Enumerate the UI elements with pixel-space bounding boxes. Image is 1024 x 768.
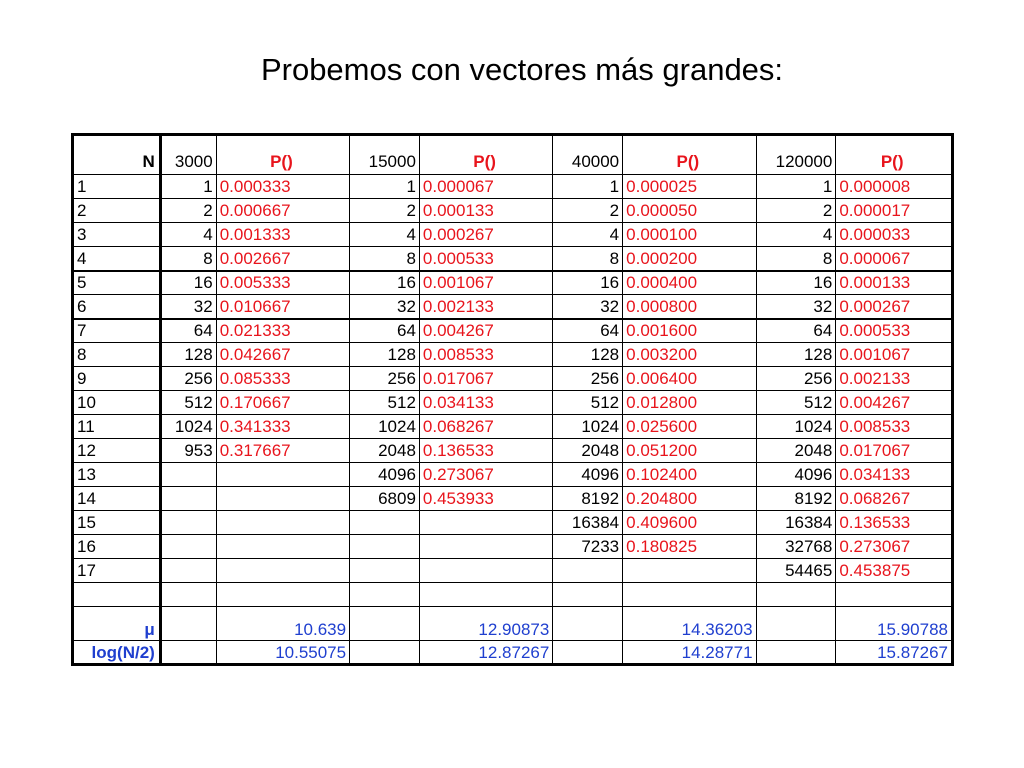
count-cell: 1 bbox=[553, 175, 623, 199]
count-cell: 8 bbox=[553, 247, 623, 271]
probability-cell: 0.000067 bbox=[419, 175, 552, 199]
probability-cell: 0.017067 bbox=[836, 439, 953, 463]
probability-cell: 0.000033 bbox=[836, 223, 953, 247]
count-cell: 16 bbox=[350, 271, 420, 295]
probability-cell: 0.002667 bbox=[216, 247, 349, 271]
count-cell bbox=[160, 487, 216, 511]
probability-cell: 0.000008 bbox=[836, 175, 953, 199]
count-cell: 128 bbox=[350, 343, 420, 367]
count-cell: 1024 bbox=[756, 415, 836, 439]
count-cell: 1024 bbox=[350, 415, 420, 439]
probability-cell bbox=[623, 583, 756, 607]
count-cell: 4 bbox=[160, 223, 216, 247]
table-row bbox=[73, 535, 953, 559]
row-index-cell: 15 bbox=[73, 511, 161, 535]
count-cell bbox=[160, 463, 216, 487]
probability-cell: 0.002133 bbox=[836, 367, 953, 391]
table-row bbox=[73, 295, 953, 319]
row-index-cell: 9 bbox=[73, 367, 161, 391]
count-cell: 4 bbox=[350, 223, 420, 247]
table-row bbox=[73, 511, 953, 535]
count-cell: 32 bbox=[160, 295, 216, 319]
count-cell: 16 bbox=[553, 271, 623, 295]
count-cell: 16 bbox=[160, 271, 216, 295]
empty-cell bbox=[553, 607, 623, 641]
count-cell: 256 bbox=[756, 367, 836, 391]
empty-cell bbox=[553, 641, 623, 665]
probability-cell bbox=[216, 511, 349, 535]
log-value-cell: 10.55075 bbox=[216, 641, 349, 665]
count-cell: 4096 bbox=[756, 463, 836, 487]
probability-cell: 0.034133 bbox=[419, 391, 552, 415]
probability-cell: 0.021333 bbox=[216, 319, 349, 343]
count-cell: 32768 bbox=[756, 535, 836, 559]
probability-cell bbox=[836, 583, 953, 607]
header-size-cell: 120000 bbox=[756, 135, 836, 175]
row-index-cell: 5 bbox=[73, 271, 161, 295]
probability-cell: 0.012800 bbox=[623, 391, 756, 415]
table-row bbox=[73, 199, 953, 223]
count-cell: 8192 bbox=[553, 487, 623, 511]
row-index-cell: 8 bbox=[73, 343, 161, 367]
row-index-cell: 10 bbox=[73, 391, 161, 415]
count-cell bbox=[160, 535, 216, 559]
count-cell bbox=[350, 583, 420, 607]
count-cell: 8 bbox=[756, 247, 836, 271]
probability-cell: 0.000025 bbox=[623, 175, 756, 199]
row-index-cell: 17 bbox=[73, 559, 161, 583]
probability-cell: 0.001333 bbox=[216, 223, 349, 247]
probability-cell: 0.000017 bbox=[836, 199, 953, 223]
probability-cell: 0.341333 bbox=[216, 415, 349, 439]
count-cell: 256 bbox=[160, 367, 216, 391]
probability-cell: 0.000267 bbox=[419, 223, 552, 247]
probability-cell: 0.034133 bbox=[836, 463, 953, 487]
table-row bbox=[73, 175, 953, 199]
count-cell: 128 bbox=[756, 343, 836, 367]
count-cell: 8 bbox=[160, 247, 216, 271]
probability-cell: 0.136533 bbox=[419, 439, 552, 463]
count-cell: 2 bbox=[350, 199, 420, 223]
probability-cell: 0.000667 bbox=[216, 199, 349, 223]
log-value-cell: 12.87267 bbox=[419, 641, 552, 665]
mu-value-cell: 10.639 bbox=[216, 607, 349, 641]
probability-cell: 0.025600 bbox=[623, 415, 756, 439]
probability-cell bbox=[419, 511, 552, 535]
count-cell: 7233 bbox=[553, 535, 623, 559]
probability-cell: 0.273067 bbox=[836, 535, 953, 559]
row-index-cell: 3 bbox=[73, 223, 161, 247]
table-row bbox=[73, 223, 953, 247]
count-cell: 8 bbox=[350, 247, 420, 271]
probability-cell: 0.000333 bbox=[216, 175, 349, 199]
table-row bbox=[73, 319, 953, 343]
empty-cell bbox=[350, 641, 420, 665]
probability-cell: 0.102400 bbox=[623, 463, 756, 487]
row-index-cell: 2 bbox=[73, 199, 161, 223]
count-cell bbox=[160, 559, 216, 583]
probability-cell bbox=[216, 487, 349, 511]
count-cell: 64 bbox=[160, 319, 216, 343]
empty-cell bbox=[756, 641, 836, 665]
count-cell: 4096 bbox=[553, 463, 623, 487]
count-cell: 512 bbox=[553, 391, 623, 415]
header-size-cell: 3000 bbox=[160, 135, 216, 175]
probability-cell bbox=[623, 559, 756, 583]
count-cell: 2048 bbox=[756, 439, 836, 463]
probability-cell bbox=[216, 583, 349, 607]
row-index-cell: 1 bbox=[73, 175, 161, 199]
count-cell bbox=[160, 583, 216, 607]
count-cell: 64 bbox=[350, 319, 420, 343]
count-cell bbox=[553, 583, 623, 607]
probability-cell bbox=[216, 559, 349, 583]
probability-cell: 0.000200 bbox=[623, 247, 756, 271]
probability-cell: 0.001600 bbox=[623, 319, 756, 343]
probability-cell: 0.003200 bbox=[623, 343, 756, 367]
table-row bbox=[73, 367, 953, 391]
count-cell bbox=[756, 583, 836, 607]
count-cell: 128 bbox=[553, 343, 623, 367]
count-cell: 54465 bbox=[756, 559, 836, 583]
probability-cell: 0.001067 bbox=[836, 343, 953, 367]
probability-cell: 0.000533 bbox=[836, 319, 953, 343]
count-cell: 32 bbox=[350, 295, 420, 319]
probability-cell: 0.170667 bbox=[216, 391, 349, 415]
log-label-cell: log(N/2) bbox=[73, 641, 161, 665]
table-row bbox=[73, 559, 953, 583]
probability-cell: 0.000400 bbox=[623, 271, 756, 295]
count-cell: 512 bbox=[756, 391, 836, 415]
probability-cell: 0.008533 bbox=[836, 415, 953, 439]
mu-value-cell: 12.90873 bbox=[419, 607, 552, 641]
mu-row bbox=[73, 607, 953, 641]
row-index-cell: 6 bbox=[73, 295, 161, 319]
count-cell: 16 bbox=[756, 271, 836, 295]
probability-cell: 0.000800 bbox=[623, 295, 756, 319]
count-cell: 512 bbox=[350, 391, 420, 415]
count-cell: 1024 bbox=[553, 415, 623, 439]
probability-cell: 0.004267 bbox=[836, 391, 953, 415]
table-row bbox=[73, 343, 953, 367]
table-row bbox=[73, 247, 953, 271]
probability-cell bbox=[419, 559, 552, 583]
probability-cell: 0.180825 bbox=[623, 535, 756, 559]
count-cell bbox=[160, 511, 216, 535]
row-index-cell: 4 bbox=[73, 247, 161, 271]
row-index-cell: 12 bbox=[73, 439, 161, 463]
empty-cell bbox=[160, 641, 216, 665]
probability-cell: 0.068267 bbox=[419, 415, 552, 439]
count-cell bbox=[350, 511, 420, 535]
probability-cell: 0.051200 bbox=[623, 439, 756, 463]
count-cell bbox=[350, 535, 420, 559]
probability-cell: 0.085333 bbox=[216, 367, 349, 391]
row-index-cell: 16 bbox=[73, 535, 161, 559]
probability-cell: 0.005333 bbox=[216, 271, 349, 295]
count-cell: 2 bbox=[160, 199, 216, 223]
probability-cell: 0.453933 bbox=[419, 487, 552, 511]
probability-cell bbox=[419, 583, 552, 607]
empty-cell bbox=[350, 607, 420, 641]
table-row bbox=[73, 487, 953, 511]
header-size-cell: 40000 bbox=[553, 135, 623, 175]
header-index-cell: N bbox=[73, 135, 161, 175]
probability-cell bbox=[419, 535, 552, 559]
count-cell bbox=[553, 559, 623, 583]
count-cell: 2048 bbox=[553, 439, 623, 463]
probability-cell: 0.004267 bbox=[419, 319, 552, 343]
probability-cell: 0.001067 bbox=[419, 271, 552, 295]
probability-cell: 0.453875 bbox=[836, 559, 953, 583]
probability-cell: 0.000267 bbox=[836, 295, 953, 319]
probability-cell: 0.000133 bbox=[419, 199, 552, 223]
row-index-cell: 13 bbox=[73, 463, 161, 487]
probability-cell bbox=[216, 463, 349, 487]
probability-cell: 0.042667 bbox=[216, 343, 349, 367]
log-value-cell: 14.28771 bbox=[623, 641, 756, 665]
probability-cell: 0.000050 bbox=[623, 199, 756, 223]
count-cell: 64 bbox=[756, 319, 836, 343]
header-prob-cell: P() bbox=[623, 135, 756, 175]
count-cell: 16384 bbox=[756, 511, 836, 535]
probability-table bbox=[71, 133, 954, 666]
probability-cell: 0.204800 bbox=[623, 487, 756, 511]
count-cell: 1 bbox=[756, 175, 836, 199]
slide-title: Probemos con vectores más grandes: bbox=[260, 52, 784, 87]
probability-cell: 0.136533 bbox=[836, 511, 953, 535]
table-row bbox=[73, 439, 953, 463]
count-cell: 256 bbox=[350, 367, 420, 391]
row-index-cell bbox=[73, 583, 161, 607]
probability-cell: 0.000067 bbox=[836, 247, 953, 271]
table-row bbox=[73, 391, 953, 415]
mu-value-cell: 14.36203 bbox=[623, 607, 756, 641]
mu-label-cell: μ bbox=[73, 607, 161, 641]
table-row bbox=[73, 463, 953, 487]
empty-cell bbox=[756, 607, 836, 641]
row-index-cell: 11 bbox=[73, 415, 161, 439]
log-value-cell: 15.87267 bbox=[836, 641, 953, 665]
count-cell bbox=[350, 559, 420, 583]
count-cell: 6809 bbox=[350, 487, 420, 511]
probability-cell: 0.002133 bbox=[419, 295, 552, 319]
count-cell: 32 bbox=[553, 295, 623, 319]
count-cell: 16384 bbox=[553, 511, 623, 535]
probability-cell: 0.010667 bbox=[216, 295, 349, 319]
log-row bbox=[73, 641, 953, 665]
header-row bbox=[73, 135, 953, 175]
count-cell: 4 bbox=[553, 223, 623, 247]
count-cell: 2 bbox=[553, 199, 623, 223]
probability-cell: 0.068267 bbox=[836, 487, 953, 511]
probability-cell: 0.006400 bbox=[623, 367, 756, 391]
count-cell: 2 bbox=[756, 199, 836, 223]
probability-cell: 0.409600 bbox=[623, 511, 756, 535]
count-cell: 4 bbox=[756, 223, 836, 247]
header-size-cell: 15000 bbox=[350, 135, 420, 175]
probability-cell: 0.273067 bbox=[419, 463, 552, 487]
table-row bbox=[73, 583, 953, 607]
row-index-cell: 14 bbox=[73, 487, 161, 511]
header-prob-cell: P() bbox=[836, 135, 953, 175]
count-cell: 4096 bbox=[350, 463, 420, 487]
count-cell: 128 bbox=[160, 343, 216, 367]
table-body bbox=[73, 135, 953, 665]
probability-cell bbox=[216, 535, 349, 559]
count-cell: 64 bbox=[553, 319, 623, 343]
empty-cell bbox=[160, 607, 216, 641]
count-cell: 953 bbox=[160, 439, 216, 463]
table-row bbox=[73, 415, 953, 439]
table-row bbox=[73, 271, 953, 295]
probability-cell: 0.317667 bbox=[216, 439, 349, 463]
row-index-cell: 7 bbox=[73, 319, 161, 343]
count-cell: 256 bbox=[553, 367, 623, 391]
probability-cell: 0.008533 bbox=[419, 343, 552, 367]
count-cell: 512 bbox=[160, 391, 216, 415]
count-cell: 1024 bbox=[160, 415, 216, 439]
probability-cell: 0.017067 bbox=[419, 367, 552, 391]
probability-cell: 0.000533 bbox=[419, 247, 552, 271]
count-cell: 8192 bbox=[756, 487, 836, 511]
probability-cell: 0.000100 bbox=[623, 223, 756, 247]
header-prob-cell: P() bbox=[419, 135, 552, 175]
count-cell: 1 bbox=[350, 175, 420, 199]
count-cell: 32 bbox=[756, 295, 836, 319]
count-cell: 1 bbox=[160, 175, 216, 199]
header-prob-cell: P() bbox=[216, 135, 349, 175]
probability-cell: 0.000133 bbox=[836, 271, 953, 295]
mu-value-cell: 15.90788 bbox=[836, 607, 953, 641]
count-cell: 2048 bbox=[350, 439, 420, 463]
